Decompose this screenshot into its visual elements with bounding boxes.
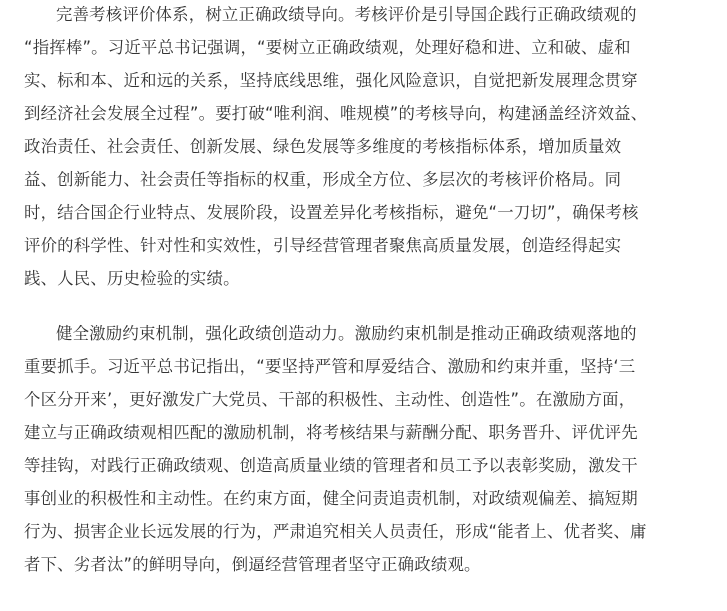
paragraph-1-line-3: 实、标和本、近和远的关系，坚持底线思维，强化风险意识，自觉把新发展理念贯穿	[24, 71, 638, 90]
paragraph-2-line-3: 个区分开来’，更好激发广大党员、干部的积极性、主动性、创造性”。在激励方面，	[24, 390, 636, 409]
paragraph-1-line-6: 益、创新能力、社会责任等指标的权重，形成全方位、多层次的考核评价格局。同	[24, 170, 622, 189]
paragraph-1-line-4: 到经济社会发展全过程”。要打破“唯利润、唯规模”的考核导向，构建涵盖经济效益、	[24, 104, 648, 123]
paragraph-2-line-1: 健全激励约束机制，强化政绩创造动力。激励约束机制是推动正确政绩观落地的	[56, 324, 637, 343]
paragraph-1-line-5: 政治责任、社会责任、创新发展、绿色发展等多维度的考核指标体系，增加质量效	[24, 137, 622, 156]
paragraph-2-line-4: 建立与正确政绩观相匹配的激励机制，将考核结果与薪酬分配、职务晋升、评优评先	[24, 423, 638, 442]
paragraph-2-line-8: 者下、劣者汰”的鲜明导向，倒逼经营管理者坚守正确政绩观。	[24, 555, 481, 574]
paragraph-1-line-2: “指挥棒”。习近平总书记强调，“要树立正确政绩观，处理好稳和进、立和破、虚和	[24, 38, 631, 57]
paragraph-1-line-9: 践、人民、历史检验的实绩。	[24, 269, 240, 288]
paragraph-1-line-7: 时，结合国企行业特点、发展阶段，设置差异化考核指标，避免“一刀切”，确保考核	[24, 203, 639, 222]
paragraph-2-line-6: 事创业的积极性和主动性。在约束方面，健全问责追责机制，对政绩观偏差、搞短期	[24, 489, 638, 508]
paragraph-1-line-8: 评价的科学性、针对性和实效性，引导经营管理者聚焦高质量发展，创造经得起实	[24, 236, 622, 255]
paragraph-2-line-5: 等挂钩，对践行正确政绩观、创造高质量业绩的管理者和员工予以表彰奖励，激发干	[24, 456, 638, 475]
paragraph-1-line-1: 完善考核评价体系，树立正确政绩导向。考核评价是引导国企践行正确政绩观的	[56, 5, 637, 24]
paragraph-2-line-7: 行为、损害企业长远发展的行为，严肃追究相关人员责任，形成“能者上、优者奖、庸	[24, 522, 647, 541]
paragraph-2-line-2: 重要抓手。习近平总书记指出，“要坚持严管和厚爱结合、激励和约束并重，坚持‘三	[24, 357, 636, 376]
